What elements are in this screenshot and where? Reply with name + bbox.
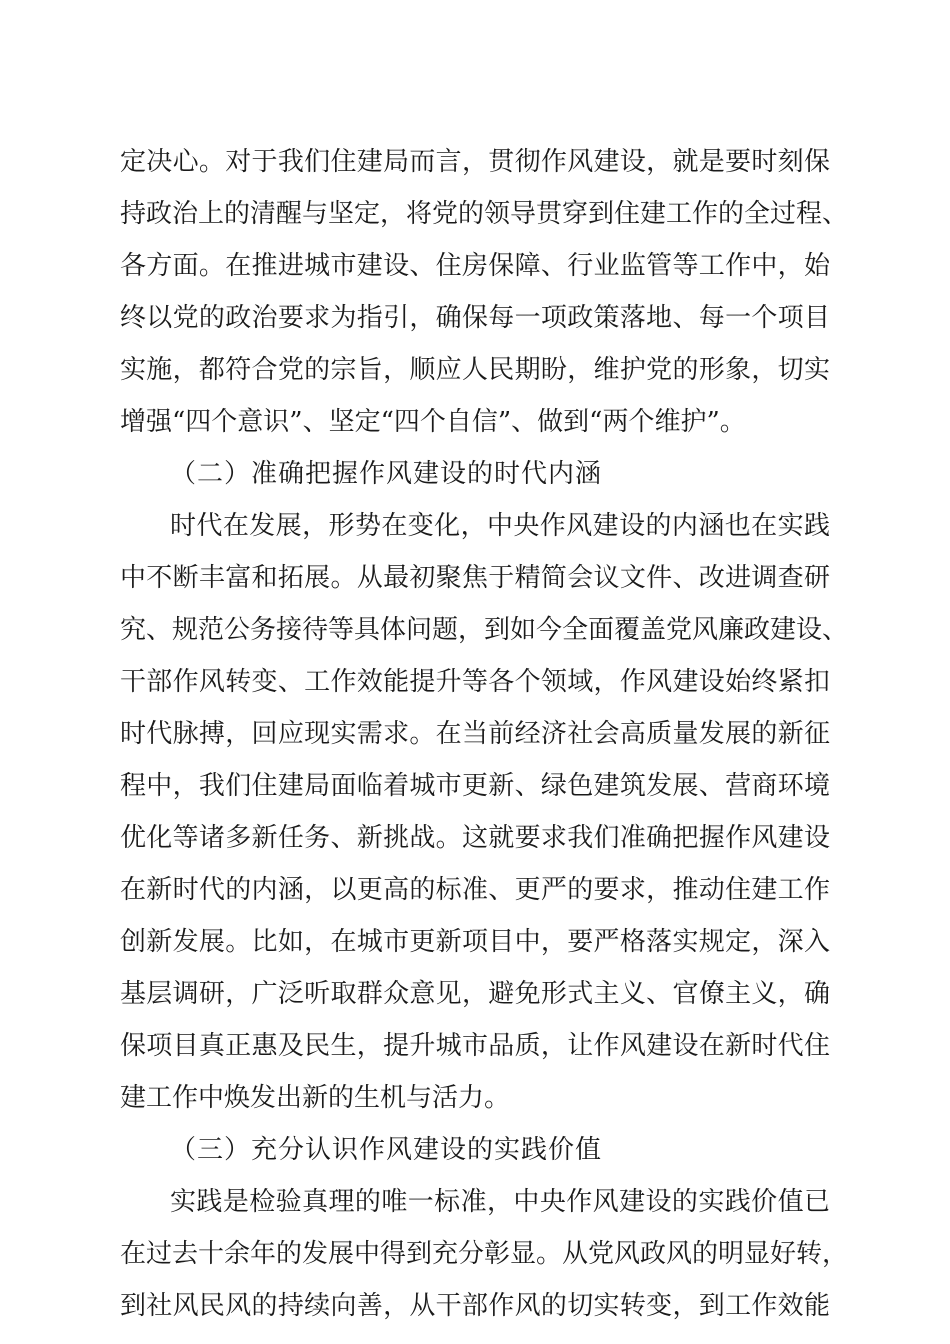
paragraph-line: 到社风民风的持续向善，从干部作风的切实转变，到工作效能 xyxy=(120,1291,830,1321)
paragraph-line: 基层调研，广泛听取群众意见，避免形式主义、官僚主义，确 xyxy=(120,979,830,1009)
paragraph-line: 干部作风转变、工作效能提升等各个领域，作风建设始终紧扣 xyxy=(120,667,830,697)
paragraph-line: 程中，我们住建局面临着城市更新、绿色建筑发展、营商环境 xyxy=(120,771,830,801)
paragraph-line: 时代在发展，形势在变化，中央作风建设的内涵也在实践 xyxy=(170,511,830,541)
paragraph-line: 增强“四个意识”、坚定“四个自信”、做到“两个维护”。 xyxy=(120,407,746,437)
section-heading: （二）准确把握作风建设的时代内涵 xyxy=(170,459,603,489)
paragraph-line: 实施，都符合党的宗旨，顺应人民期盼，维护党的形象，切实 xyxy=(120,355,830,385)
paragraph-line: 建工作中焕发出新的生机与活力。 xyxy=(120,1083,511,1113)
paragraph-line: 实践是检验真理的唯一标准，中央作风建设的实践价值已 xyxy=(170,1187,830,1217)
paragraph-line: 终以党的政治要求为指引，确保每一项政策落地、每一个项目 xyxy=(120,303,830,333)
paragraph-line: 在过去十余年的发展中得到充分彰显。从党风政风的明显好转， xyxy=(120,1239,849,1269)
paragraph-line: 定决心。对于我们住建局而言，贯彻作风建设，就是要时刻保 xyxy=(120,147,830,177)
paragraph-line: 优化等诸多新任务、新挑战。这就要求我们准确把握作风建设 xyxy=(120,823,830,853)
paragraph-line: 中不断丰富和拓展。从最初聚焦于精简会议文件、改进调查研 xyxy=(120,563,830,593)
paragraph-line: 创新发展。比如，在城市更新项目中，要严格落实规定，深入 xyxy=(120,927,830,957)
paragraph-line: 持政治上的清醒与坚定，将党的领导贯穿到住建工作的全过程、 xyxy=(120,199,849,229)
paragraph-line: 究、规范公务接待等具体问题，到如今全面覆盖党风廉政建设、 xyxy=(120,615,849,645)
paragraph-line: 时代脉搏，回应现实需求。在当前经济社会高质量发展的新征 xyxy=(120,719,830,749)
paragraph-line: 各方面。在推进城市建设、住房保障、行业监管等工作中，始 xyxy=(120,251,830,281)
paragraph-line: 保项目真正惠及民生，提升城市品质，让作风建设在新时代住 xyxy=(120,1031,830,1061)
section-heading: （三）充分认识作风建设的实践价值 xyxy=(170,1135,603,1165)
paragraph-line: 在新时代的内涵，以更高的标准、更严的要求，推动住建工作 xyxy=(120,875,830,905)
